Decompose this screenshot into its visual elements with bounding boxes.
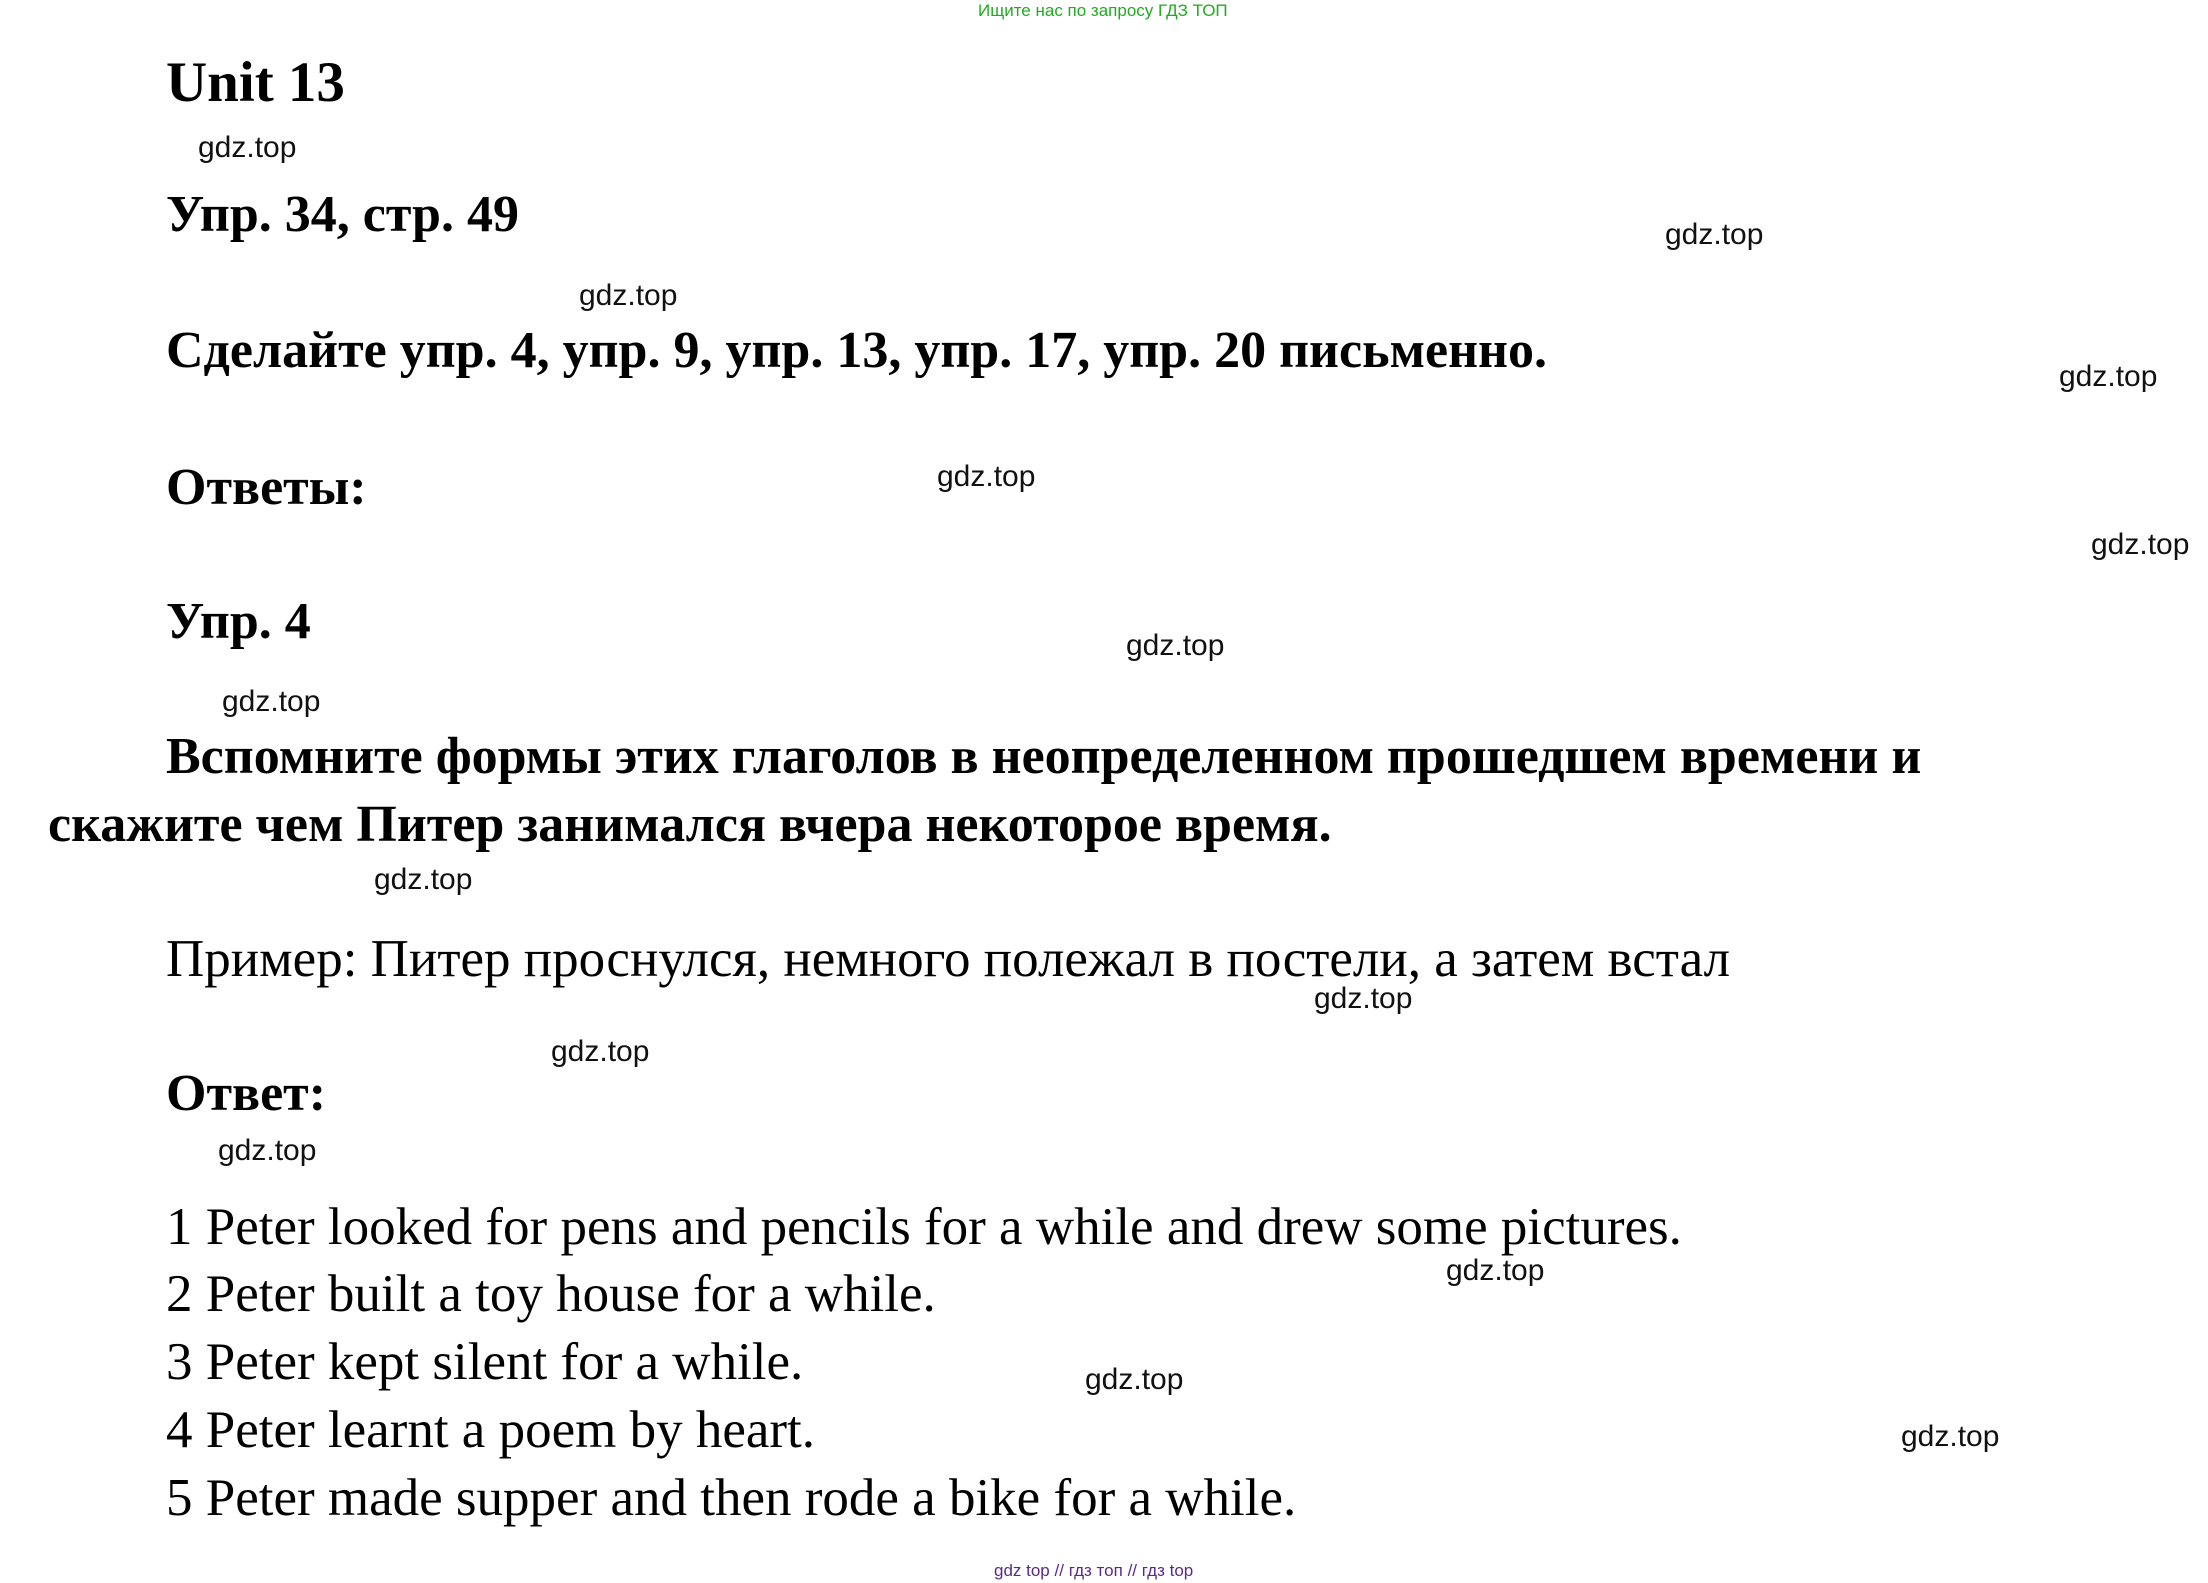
answer-item-3: 3 Peter kept silent for a while. <box>166 1333 804 1391</box>
watermark: gdz.top <box>1446 1254 1545 1287</box>
watermark: gdz.top <box>1314 982 1413 1015</box>
bottom-banner[interactable] <box>994 1562 1193 1579</box>
exercise-task-line-1: Вспомните формы этих глаголов в неопределенном прошедшем времени и <box>166 728 1922 785</box>
bottom-banner-link-3[interactable]: гдз top <box>1141 1561 1194 1580</box>
answer-item-2: 2 Peter built a toy house for a while. <box>166 1265 936 1323</box>
watermark: gdz.top <box>374 863 473 896</box>
watermark: gdz.top <box>198 131 297 164</box>
watermark: gdz.top <box>1085 1363 1184 1396</box>
task-instruction: Сделайте упр. 4, упр. 9, упр. 13, упр. 17, упр. 20 письменно. <box>166 322 1548 379</box>
exercise-task-line-2: скажите чем Питер занимался вчера некоторое время. <box>48 796 1332 853</box>
watermark: gdz.top <box>937 460 1036 493</box>
watermark: gdz.top <box>579 279 678 312</box>
bottom-banner-separator: // <box>1127 1561 1138 1580</box>
watermark: gdz.top <box>222 685 321 718</box>
exercise-reference: Упр. 34, стр. 49 <box>166 186 519 243</box>
watermark: gdz.top <box>2091 528 2190 561</box>
bottom-banner-link-2[interactable]: гдз топ <box>1068 1561 1123 1580</box>
watermark: gdz.top <box>1901 1420 2000 1453</box>
answers-heading: Ответы: <box>166 459 367 516</box>
top-banner[interactable]: Ищите нас по запросу ГДЗ ТОП <box>978 1 1228 20</box>
bottom-banner-link-1[interactable]: gdz top <box>994 1561 1050 1580</box>
bottom-banner-separator: // <box>1054 1561 1064 1580</box>
answer-item-4: 4 Peter learnt a poem by heart. <box>166 1401 815 1459</box>
exercise-heading: Упр. 4 <box>166 593 311 650</box>
example-text: Пример: Питер проснулся, немного полежал в постели, а затем встал <box>166 930 1731 988</box>
answer-heading: Ответ: <box>166 1065 327 1122</box>
answer-item-1: 1 Peter looked for pens and pencils for a while and drew some pictures. <box>166 1198 1682 1256</box>
watermark: gdz.top <box>1126 629 1225 662</box>
watermark: gdz.top <box>2059 360 2158 393</box>
watermark: gdz.top <box>218 1134 317 1167</box>
unit-title: Unit 13 <box>166 51 345 114</box>
watermark: gdz.top <box>551 1035 650 1068</box>
answer-item-5: 5 Peter made supper and then rode a bike for a while. <box>166 1469 1297 1527</box>
watermark: gdz.top <box>1665 218 1764 251</box>
